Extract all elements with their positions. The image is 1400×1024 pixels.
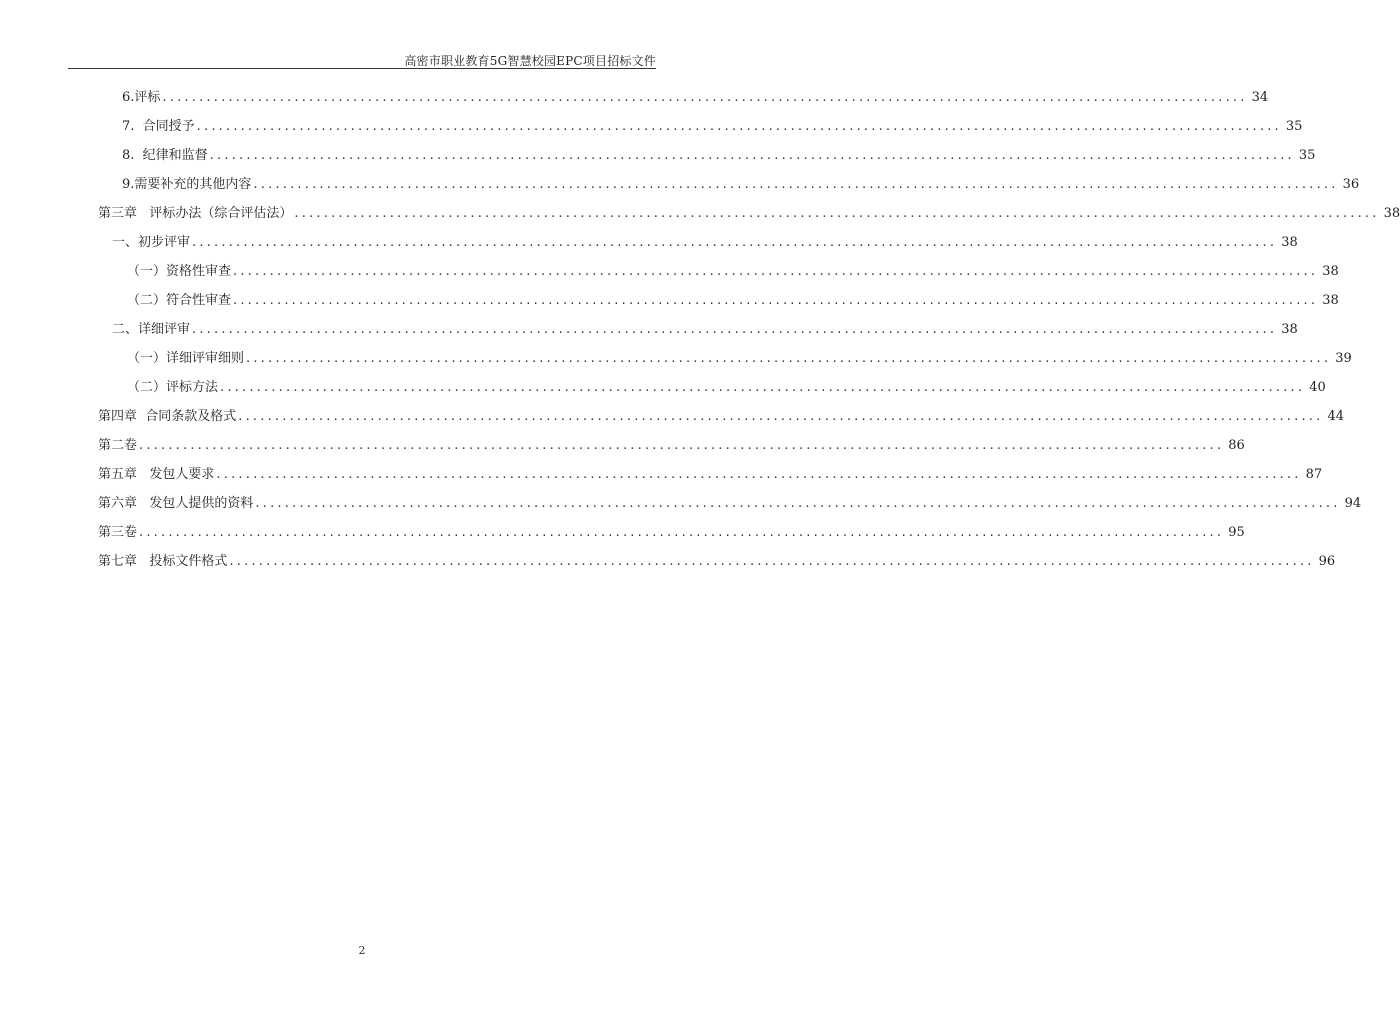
toc-entry[interactable]: [122, 175, 1360, 195]
toc-entry-page: 95: [1228, 525, 1245, 540]
toc-entry[interactable]: [122, 146, 1316, 166]
toc-leader-dots: ....................................................................................................................................................: [255, 496, 1341, 511]
toc-entry-label: 第三章 评标办法（综合评估法）: [98, 206, 293, 221]
toc-entry[interactable]: [98, 523, 1245, 543]
toc-leader-dots: ....................................................................................................................................................: [209, 148, 1295, 163]
toc-entry[interactable]: [127, 349, 1352, 369]
toc-entry[interactable]: [98, 204, 1400, 224]
toc-entry[interactable]: [122, 88, 1269, 108]
toc-leader-dots: ....................................................................................................................................................: [216, 467, 1302, 482]
toc-entry-page: 35: [1285, 119, 1303, 134]
toc-entry-page: 86: [1228, 438, 1245, 453]
toc-entry-label: 9.需要补充的其他内容: [122, 177, 252, 192]
toc-entry-label: 第五章 发包人要求: [98, 467, 215, 482]
toc-entry-label: 第六章 发包人提供的资料: [98, 496, 254, 511]
toc-leader-dots: ....................................................................................................................................................: [192, 322, 1278, 337]
toc-entry-label: （一）详细评审细则: [127, 351, 245, 366]
toc-entry-label: 一、初步评审: [112, 235, 191, 250]
toc-entry[interactable]: [112, 233, 1298, 253]
toc-entry-label: 7. 合同授予: [122, 119, 195, 134]
toc-entry-page: 40: [1309, 380, 1326, 395]
toc-entry-label: 第二卷: [98, 438, 138, 453]
toc-entry-page: 38: [1383, 206, 1400, 221]
page-number: 2: [358, 944, 366, 957]
toc-entry[interactable]: [112, 320, 1298, 340]
toc-entry-label: 8. 纪律和监督: [122, 148, 208, 163]
toc-entry-label: （一）资格性审查: [127, 264, 232, 279]
document-header-title: 高密市职业教育5G智慧校园EPC项目招标文件: [404, 54, 656, 68]
toc-entry-page: 87: [1305, 467, 1323, 482]
toc-entry-page: 35: [1298, 148, 1316, 163]
toc-entry-page: 39: [1335, 351, 1352, 366]
toc-leader-dots: ....................................................................................................................................................: [192, 235, 1278, 250]
toc-leader-dots: ....................................................................................................................................................: [238, 409, 1324, 424]
toc-entry[interactable]: [127, 262, 1339, 282]
toc-leader-dots: ....................................................................................................................................................: [253, 177, 1339, 192]
toc-entry-page: 38: [1281, 322, 1298, 337]
toc-entry-page: 34: [1251, 90, 1269, 105]
toc-leader-dots: ....................................................................................................................................................: [246, 351, 1332, 366]
toc-entry[interactable]: [122, 117, 1303, 137]
toc-entry[interactable]: [98, 436, 1245, 456]
toc-entry-label: 二、详细评审: [112, 322, 191, 337]
toc-entry[interactable]: [98, 494, 1362, 514]
toc-leader-dots: ....................................................................................................................................................: [229, 554, 1315, 569]
toc-leader-dots: ....................................................................................................................................................: [139, 438, 1225, 453]
toc-leader-dots: ....................................................................................................................................................: [139, 525, 1225, 540]
toc-entry-page: 36: [1342, 177, 1360, 192]
toc-entry-label: （二）符合性审查: [127, 293, 232, 308]
header-divider: [68, 68, 656, 69]
toc-entry[interactable]: [127, 291, 1339, 311]
toc-leader-dots: ....................................................................................................................................................: [294, 206, 1380, 221]
toc-entry[interactable]: [127, 378, 1326, 398]
toc-entry-label: 第四章 合同条款及格式: [98, 409, 237, 424]
toc-entry-page: 96: [1318, 554, 1336, 569]
toc-entry-page: 44: [1327, 409, 1344, 424]
toc-leader-dots: ....................................................................................................................................................: [233, 293, 1319, 308]
toc-entry[interactable]: [98, 407, 1344, 427]
toc-leader-dots: ....................................................................................................................................................: [233, 264, 1319, 279]
toc-entry-label: （二）评标方法: [127, 380, 219, 395]
toc-entry[interactable]: [98, 465, 1323, 485]
toc-entry-page: 38: [1281, 235, 1298, 250]
toc-leader-dots: ....................................................................................................................................................: [162, 90, 1248, 105]
toc-entry-page: 94: [1344, 496, 1362, 511]
toc-entry-label: 第七章 投标文件格式: [98, 554, 228, 569]
toc-entry-label: 6.评标: [122, 90, 161, 105]
toc-leader-dots: ....................................................................................................................................................: [220, 380, 1306, 395]
toc-entry-label: 第三卷: [98, 525, 138, 540]
toc-leader-dots: ....................................................................................................................................................: [196, 119, 1282, 134]
toc-entry-page: 38: [1322, 264, 1339, 279]
toc-entry[interactable]: [98, 552, 1336, 572]
toc-entry-page: 38: [1322, 293, 1339, 308]
